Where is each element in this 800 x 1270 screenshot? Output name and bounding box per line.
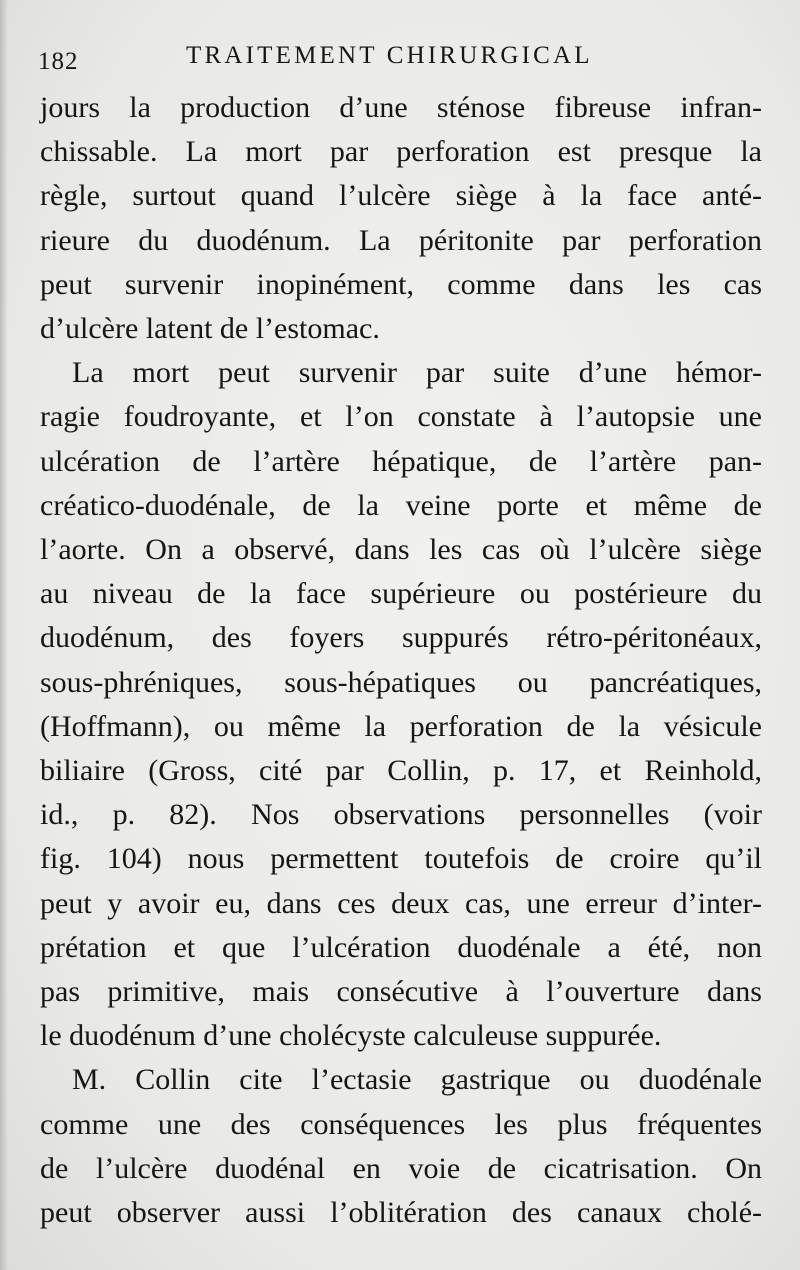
text-line: l’aorte. On a observé, dans les cas où l’ulcère siège bbox=[40, 533, 762, 567]
running-head-title: TRAITEMENT CHIRURGICAL bbox=[186, 42, 593, 69]
running-head bbox=[38, 40, 760, 80]
text-line: règle, surtout quand l’ulcère siège à la face anté- bbox=[40, 179, 762, 213]
body-text bbox=[40, 86, 762, 1235]
text-line: au niveau de la face supérieure ou postérieure du bbox=[40, 577, 762, 611]
text-line: rieure du duodénum. La péritonite par perforation bbox=[40, 223, 762, 257]
text-line: id., p. 82). Nos observations personnelles (voir bbox=[40, 798, 762, 832]
text-line: chissable. La mort par perforation est presque la bbox=[40, 135, 762, 169]
paragraph-3 bbox=[40, 1058, 762, 1235]
text-line: M. Collin cite l’ectasie gastrique ou duodénale bbox=[72, 1063, 762, 1097]
text-line: peut y avoir eu, dans ces deux cas, une erreur d’inter- bbox=[40, 886, 762, 920]
text-line: (Hoffmann), ou même la perforation de la vésicule bbox=[40, 709, 762, 743]
text-line: prétation et que l’ulcération duodénale a été, non bbox=[40, 930, 762, 964]
paragraph-2 bbox=[40, 351, 762, 1058]
text-line: fig. 104) nous permettent toutefois de croire qu’il bbox=[40, 842, 762, 876]
text-line: de l’ulcère duodénal en voie de cicatrisation. On bbox=[40, 1151, 762, 1185]
text-line: d’ulcère latent de l’estomac. bbox=[40, 312, 380, 346]
text-line: biliaire (Gross, cité par Collin, p. 17, et Reinhold, bbox=[40, 754, 762, 788]
paragraph-1 bbox=[40, 86, 762, 351]
text-line: duodénum, des foyers suppurés rétro-péritonéaux, bbox=[40, 621, 762, 655]
text-line: créatico-duodénale, de la veine porte et même de bbox=[40, 488, 762, 522]
text-line: ulcération de l’artère hépatique, de l’artère pan- bbox=[40, 444, 762, 478]
text-line: le duodénum d’une cholécyste calculeuse suppurée. bbox=[40, 1019, 662, 1053]
text-line: ragie foudroyante, et l’on constate à l’autopsie une bbox=[40, 400, 762, 434]
text-line: comme une des conséquences les plus fréquentes bbox=[40, 1107, 762, 1141]
text-line: peut observer aussi l’oblitération des canaux cholé- bbox=[40, 1196, 762, 1230]
text-line: La mort peut survenir par suite d’une hémor- bbox=[72, 356, 762, 390]
page-number: 182 bbox=[38, 48, 79, 75]
text-line: jours la production d’une sténose fibreuse infran- bbox=[40, 91, 762, 124]
text-line: pas primitive, mais consécutive à l’ouverture dans bbox=[40, 975, 762, 1009]
text-line: sous-phréniques, sous-hépatiques ou pancréatiques, bbox=[40, 665, 762, 699]
text-line: peut survenir inopinément, comme dans les cas bbox=[40, 267, 762, 301]
